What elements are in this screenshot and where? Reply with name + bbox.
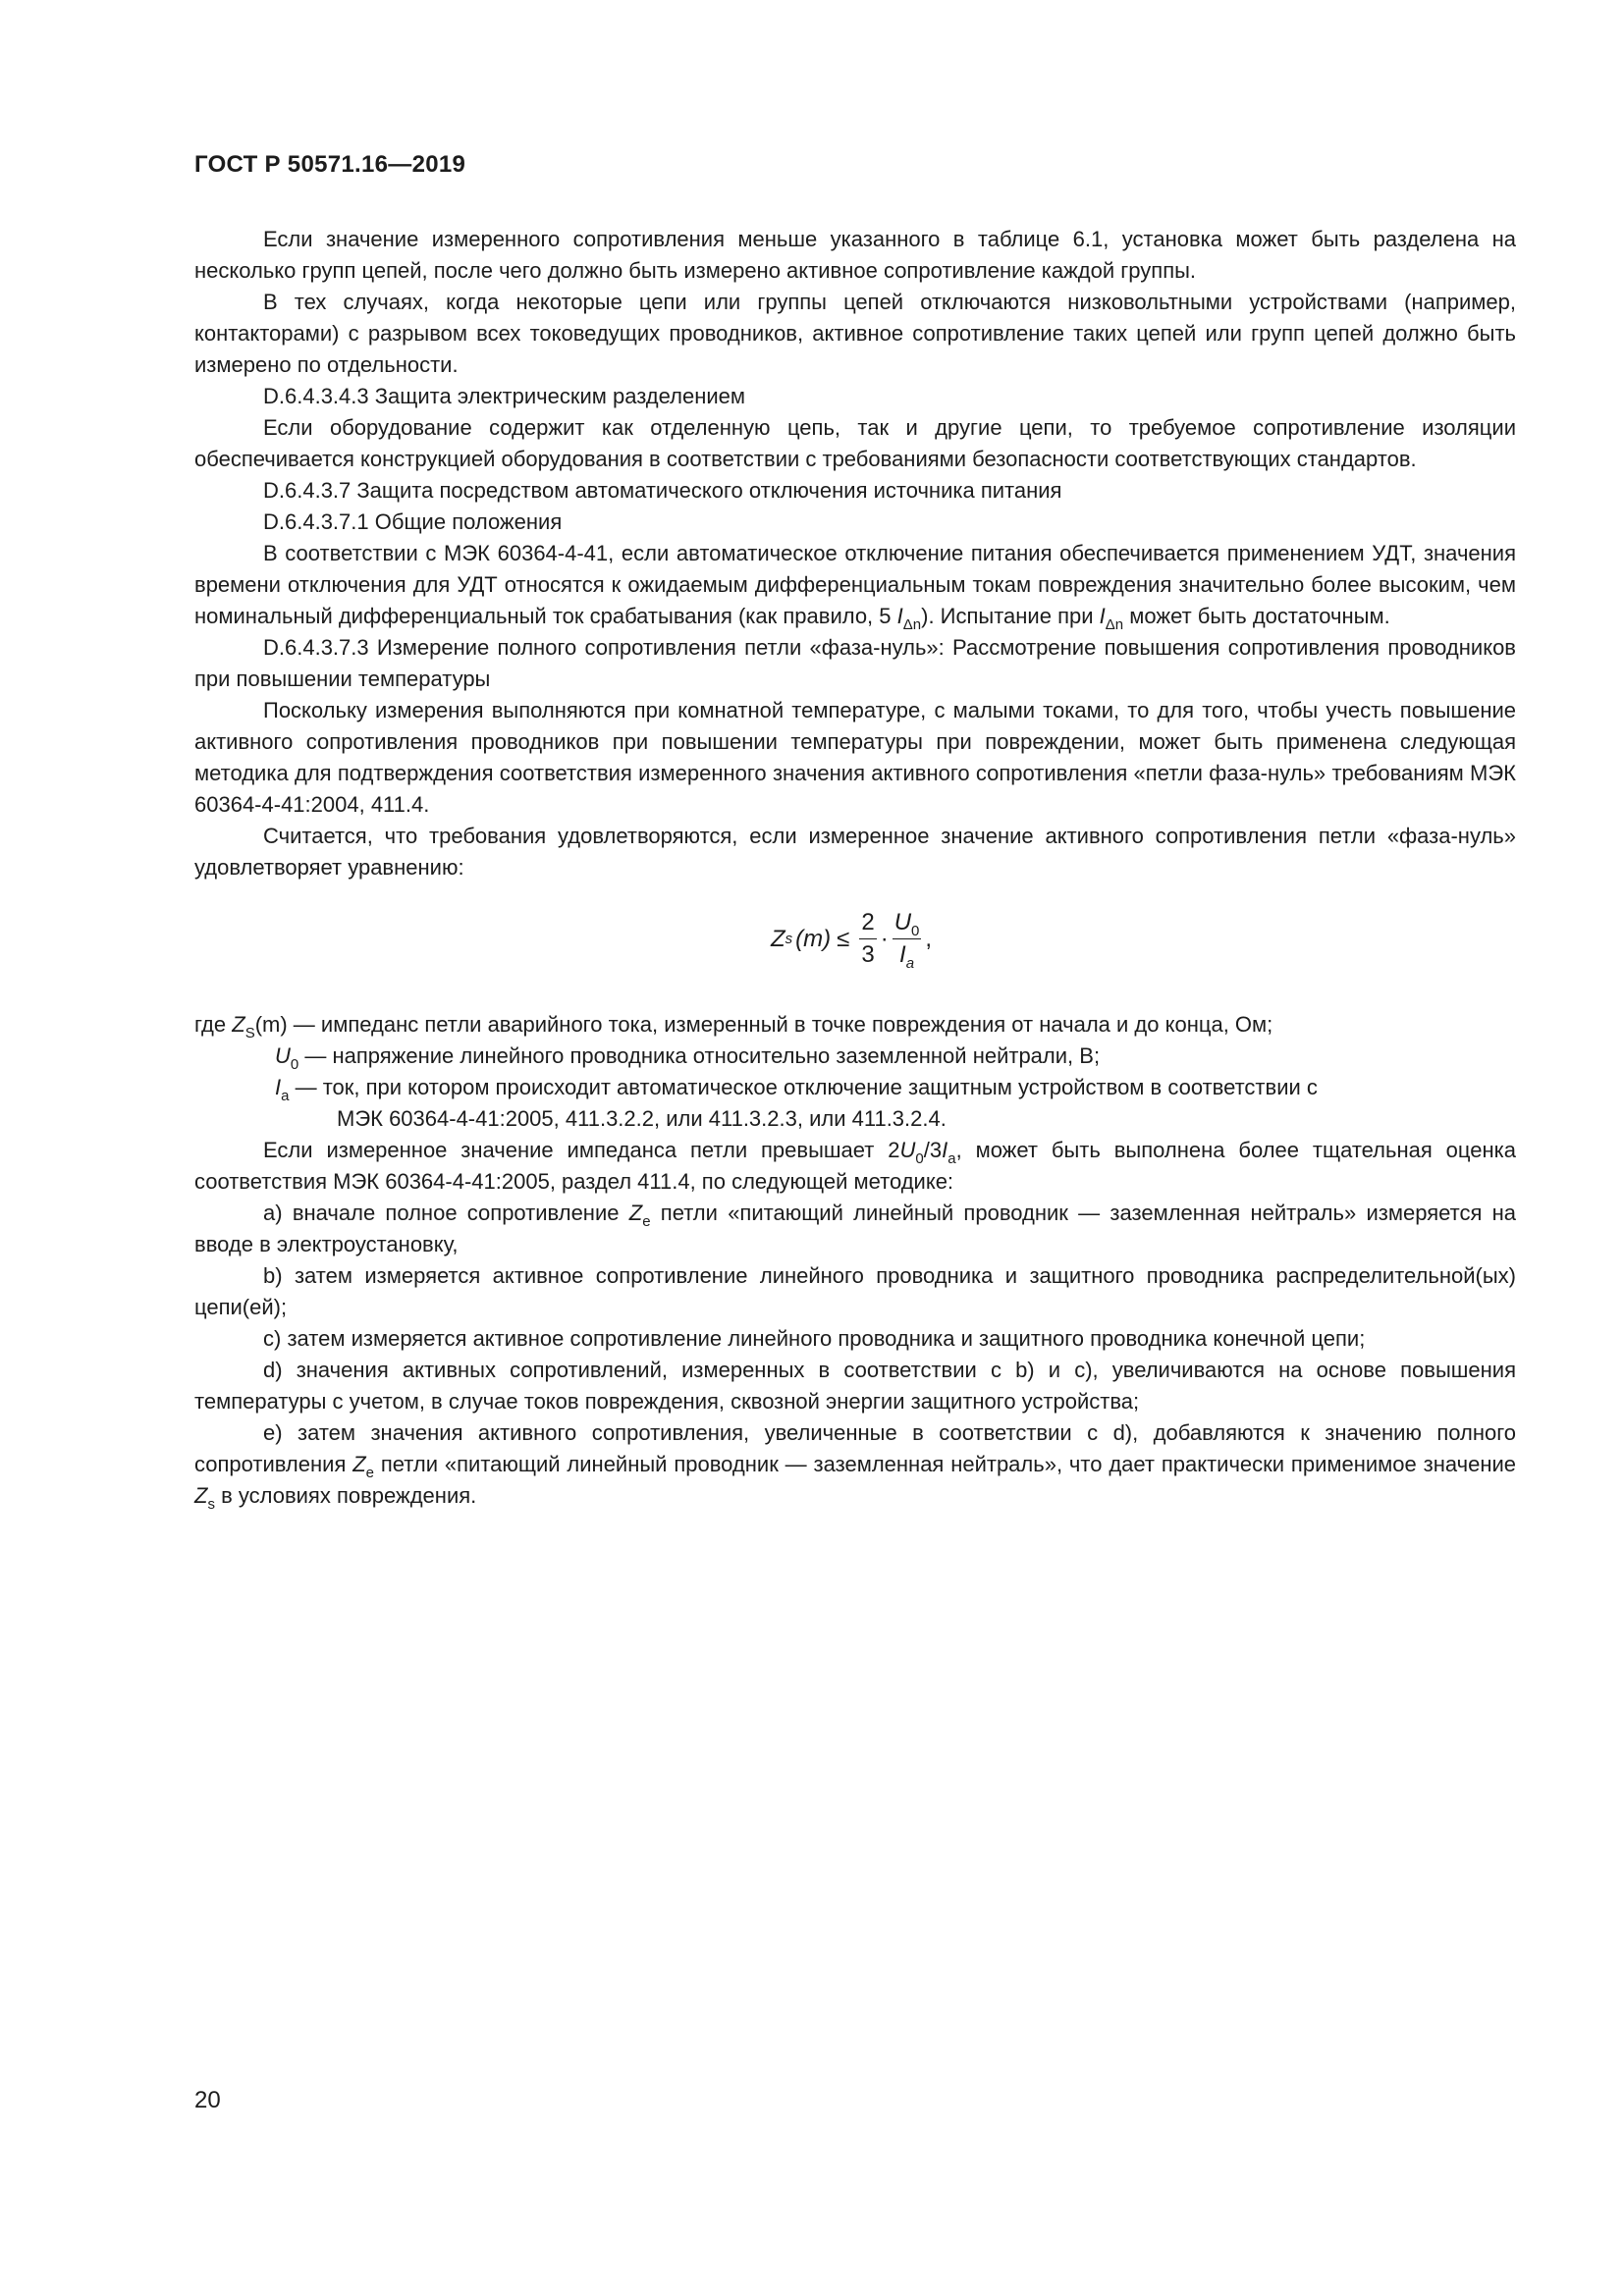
paragraph: В тех случаях, когда некоторые цепи или группы цепей отключаются низковольтными устройствами (например, контакторами) с разрывом всех токоведущих проводников, активное сопротивление таких цепей или групп цепей должно быть измерено по отдельности.: [194, 290, 1516, 377]
list-item-a: a) вначале полное сопротивление $Z_e$ петли «питающий линейный проводник — заземленная нейтраль» измеряется на вводе в электроустановку,: [194, 1201, 1516, 1256]
paragraph: Если измеренное значение импеданса петли превышает $2U_0/3I_a$, может быть выполнена более тщательная оценка соответствия МЭК 60364-4-41:2005, раздел 411.4, по следующей методике:: [194, 1138, 1516, 1194]
section-heading: D.6.4.3.7.3 Измерение полного сопротивления петли «фаза-нуль»: Рассмотрение повышения сопротивления проводников при повышении температуры: [194, 635, 1516, 691]
paragraph: Поскольку измерения выполняются при комнатной температуре, с малыми токами, то для того, чтобы учесть повышение активного сопротивления проводников при повышении температуры при повреждении, может быть применена следующая методика для подтверждения соответствия измеренного значения активного сопротивления «петли фаза-нуль» требованиям МЭК 60364-4-41:2004, 411.4.: [194, 698, 1516, 817]
where-clause: $U_0$ — напряжение линейного проводника относительно заземленной нейтрали, В;: [275, 1043, 1101, 1073]
formula-block: [194, 901, 1516, 1005]
section-heading: D.6.4.3.4.3 Защита электрическим разделением: [263, 384, 746, 408]
section-heading: D.6.4.3.7.1 Общие положения: [263, 509, 563, 534]
paragraph: В соответствии с МЭК 60364-4-41, если автоматическое отключение питания обеспечивается применением УДТ, значения времени отключения для УДТ относятся к ожидаемым дифференциальным токам повреждения значительно более высоким, чем номинальный дифференциальный ток срабатывания (как правило, 5 $I_{\Delta n}$). Испытание при $I_{\Delta n}$ может быть достаточным.: [194, 541, 1516, 633]
document-header: ГОСТ Р 50571.16—2019: [194, 151, 466, 178]
paragraph: Если оборудование содержит как отделенную цепь, так и другие цепи, то требуемое сопротивление изоляции обеспечивается конструкцией оборудования в соответствии с требованиями безопасности соответствующих стандартов.: [194, 415, 1516, 471]
list-item-b: b) затем измеряется активное сопротивление линейного проводника и защитного проводника распределительной(ых) цепи(ей);: [194, 1263, 1516, 1319]
fraction-u0-over-ia: $\frac{U_0}{I_a}$: [893, 909, 920, 972]
where-clause: $I_a$ — ток, при котором происходит автоматическое отключение защитным устройством в соответствии с: [275, 1075, 1318, 1104]
list-item-d: d) значения активных сопротивлений, измеренных в соответствии с b) и c), увеличиваются на основе повышения температуры с учетом, в случае токов повреждения, сквозной энергии защитного устройства;: [194, 1358, 1516, 1414]
fraction-two-thirds: $\frac{2}{3}$: [861, 909, 875, 968]
list-item-e: e) затем значения активного сопротивления, увеличенные в соответствии с d), добавляются к значению полного сопротивления $Z_e$ петли «питающий линейный проводник — заземленная нейтраль», что дает практически применимое значение $Z_s$ в условиях повреждения.: [194, 1420, 1516, 1513]
list-item-c: c) затем измеряется активное сопротивление линейного проводника и защитного проводника конечной цепи;: [263, 1326, 1366, 1351]
loop-impedance-formula: Z s (m) ≤ $\frac{2}{3}$ · $\frac{U_0}{I_a}$ ,: [771, 909, 933, 972]
page-number: 20: [194, 2087, 221, 2113]
where-clause: где $Z_S(m)$ — импеданс петли аварийного тока, измеренный в точке повреждения от начала и до конца, Ом;: [194, 1012, 1273, 1041]
document-body: [194, 224, 1516, 1512]
where-clause-continuation: МЭК 60364-4-41:2005, 411.3.2.2, или 411.3.2.3, или 411.3.2.4.: [337, 1106, 947, 1131]
paragraph: Считается, что требования удовлетворяются, если измеренное значение активного сопротивления петли «фаза-нуль» удовлетворяет уравнению:: [194, 824, 1516, 880]
paragraph: Если значение измеренного сопротивления меньше указанного в таблице 6.1, установка может быть разделена на несколько групп цепей, после чего должно быть измерено активное сопротивление каждой группы.: [194, 227, 1516, 283]
section-heading: D.6.4.3.7 Защита посредством автоматического отключения источника питания: [263, 478, 1062, 503]
